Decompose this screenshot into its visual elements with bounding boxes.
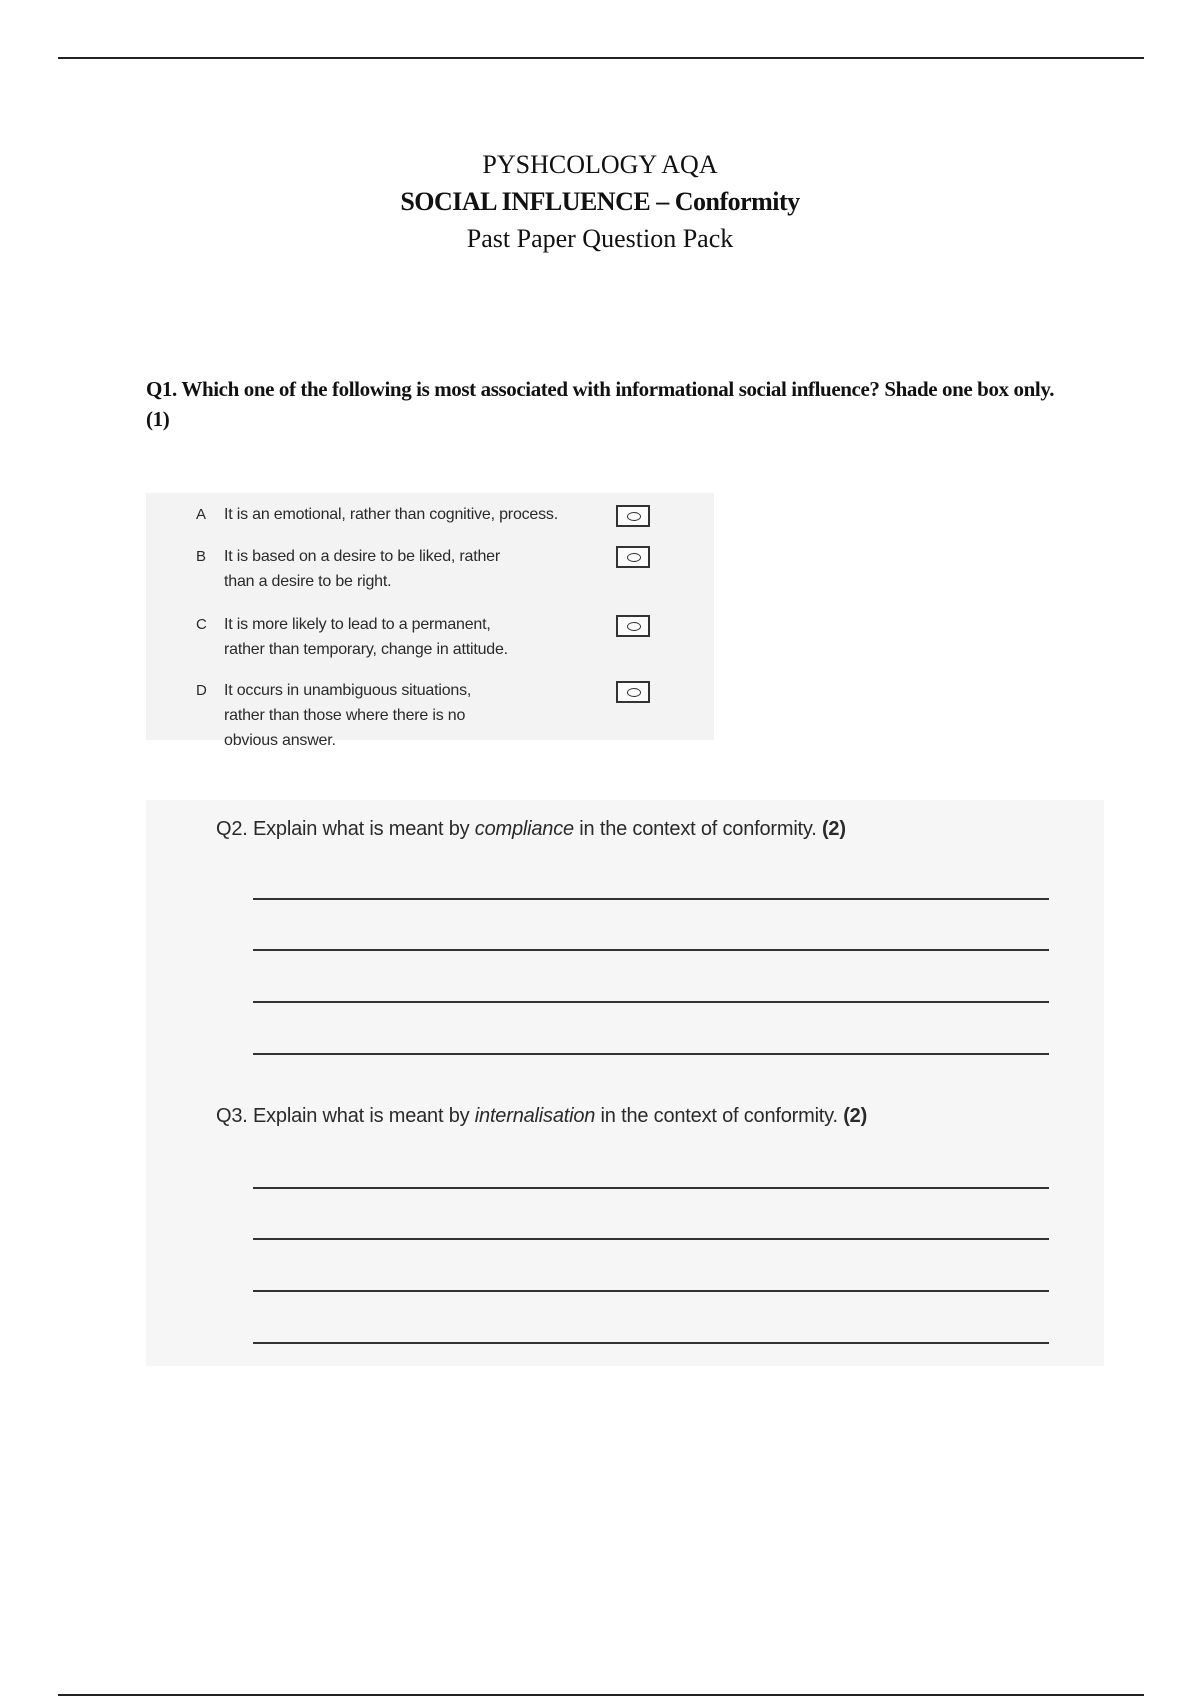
oval-icon bbox=[627, 688, 641, 697]
q2-term: compliance bbox=[474, 818, 574, 840]
option-text: It is based on a desire to be liked, rather than a desire to be right. bbox=[224, 548, 501, 590]
q1-option-c-checkbox[interactable] bbox=[616, 615, 650, 637]
option-text: It occurs in unambiguous situations, rather than those where there is no obvious answer. bbox=[224, 682, 472, 749]
option-text: It is more likely to lead to a permanent, rather than temporary, change in attitude. bbox=[224, 616, 508, 658]
q2-answer-line-4[interactable] bbox=[253, 1053, 1049, 1055]
oval-icon bbox=[627, 512, 641, 521]
oval-icon bbox=[627, 622, 641, 631]
q3-suffix: in the context of conformity. bbox=[595, 1105, 844, 1127]
q3-marks: (2) bbox=[843, 1105, 868, 1127]
option-letter: C bbox=[196, 616, 207, 633]
q2-answer-line-1[interactable] bbox=[253, 898, 1049, 900]
written-questions-scan bbox=[146, 800, 1104, 1366]
option-letter: B bbox=[196, 548, 207, 565]
q2-suffix: in the context of conformity. bbox=[573, 818, 822, 840]
page-header bbox=[0, 146, 1200, 257]
q3-prefix: Q3. Explain what is meant by bbox=[216, 1105, 475, 1127]
q2-answer-line-3[interactable] bbox=[253, 1001, 1049, 1003]
q3-answer-line-2[interactable] bbox=[253, 1238, 1049, 1240]
bottom-rule bbox=[58, 1694, 1144, 1696]
subject-title: PYSHCOLOGY AQA bbox=[482, 150, 718, 179]
oval-icon bbox=[627, 553, 641, 562]
q2-prefix: Q2. Explain what is meant by bbox=[216, 818, 475, 840]
option-letter: A bbox=[196, 506, 207, 523]
topic-title: SOCIAL INFLUENCE – Conformity bbox=[400, 187, 800, 216]
q1-option-a-checkbox[interactable] bbox=[616, 505, 650, 527]
option-letter: D bbox=[196, 682, 207, 699]
q2-answer-line-2[interactable] bbox=[253, 949, 1049, 951]
q1-option-b-checkbox[interactable] bbox=[616, 546, 650, 568]
q3-answer-line-1[interactable] bbox=[253, 1187, 1049, 1189]
q1-option-d-checkbox[interactable] bbox=[616, 681, 650, 703]
q3-answer-line-4[interactable] bbox=[253, 1342, 1049, 1344]
q3-prompt bbox=[216, 1101, 867, 1131]
option-text: It is an emotional, rather than cognitive, process. bbox=[224, 506, 558, 523]
q3-answer-line-3[interactable] bbox=[253, 1290, 1049, 1292]
q2-prompt bbox=[216, 814, 846, 844]
q2-marks: (2) bbox=[821, 818, 846, 840]
q1-prompt: Q1. Which one of the following is most associated with informational social influence? Shade one box only. (1) bbox=[146, 377, 1055, 431]
pack-title: Past Paper Question Pack bbox=[466, 224, 734, 253]
top-rule bbox=[58, 57, 1144, 59]
q1-options-scan bbox=[146, 493, 714, 749]
q3-term: internalisation bbox=[474, 1105, 596, 1127]
